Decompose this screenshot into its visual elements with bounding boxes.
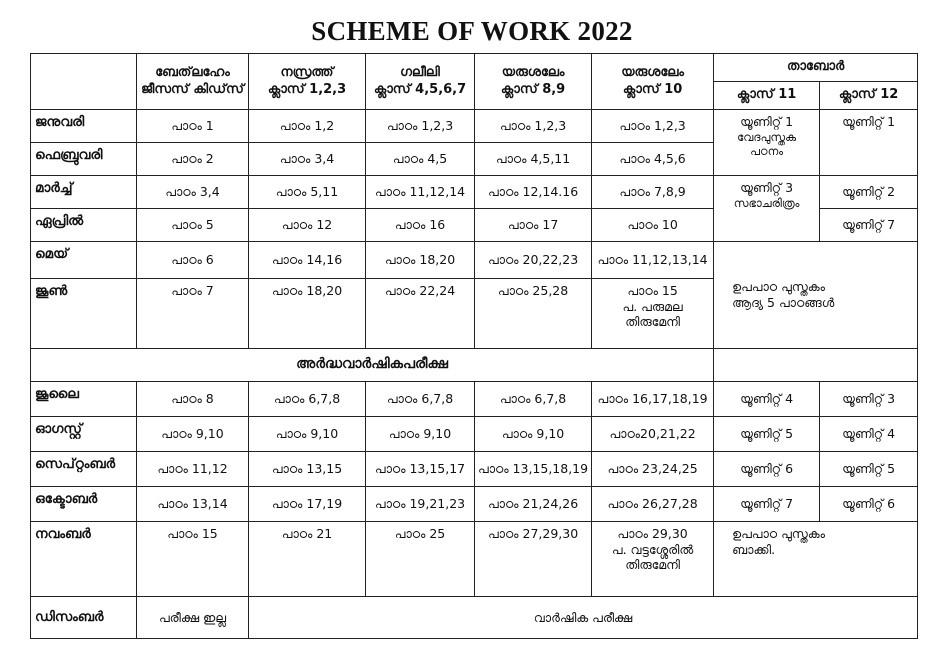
cell-may-jerusalem-8-9: പാഠം 20,22,23: [475, 242, 592, 279]
cell-jan-jerusalem-8-9: പാഠം 1,2,3: [475, 110, 592, 143]
cell-sep-jerusalem-8-9: പാഠം 13,15,18,19: [475, 452, 592, 487]
cell-oct-tabor-11: യൂണിറ്റ് 7: [714, 487, 820, 522]
cell-apr-nazareth: പാഠം 12: [249, 209, 366, 242]
cell-apr-tabor-12: യൂണിറ്റ് 7: [820, 209, 918, 242]
cell-apr-jerusalem-8-9: പാഠം 17: [475, 209, 592, 242]
cell-feb-bethlehem: പാഠം 2: [137, 143, 249, 176]
cell-nov-nazareth: പാഠം 21: [249, 522, 366, 597]
cell-aug-jerusalem-10: പാഠം20,21,22: [592, 417, 714, 452]
cell-sep-bethlehem: പാഠം 11,12: [137, 452, 249, 487]
cell-janfeb-tabor-11: യൂണിറ്റ് 1 വേദപുസ്തക പഠനം: [714, 110, 820, 176]
cell-mar-jerusalem-10: പാഠം 7,8,9: [592, 176, 714, 209]
cell-oct-nazareth: പാഠം 17,19: [249, 487, 366, 522]
cell-mar-bethlehem: പാഠം 3,4: [137, 176, 249, 209]
cell-sep-galilee: പാഠം 13,15,17: [366, 452, 475, 487]
scheme-table: [30, 53, 918, 639]
cell-jul-tabor-12: യൂണിറ്റ് 3: [820, 382, 918, 417]
month-february: ഫെബ്രുവരി: [31, 143, 137, 176]
header-galilee: ഗലീലി ക്ലാസ് 4,5,6,7: [366, 54, 475, 110]
cell-feb-galilee: പാഠം 4,5: [366, 143, 475, 176]
cell-jul-bethlehem: പാഠം 8: [137, 382, 249, 417]
cell-nov-jerusalem-10: പാഠം 29,30 പ. വട്ടശ്ശേരിൽ തിരുമേനി: [592, 522, 714, 597]
month-march: മാർച്ച്: [31, 176, 137, 209]
cell-nov-tabor: ഉപപാഠ പുസ്തകം ബാക്കി.: [714, 522, 918, 597]
page-title: SCHEME OF WORK 2022: [311, 16, 633, 46]
cell-apr-galilee: പാഠം 16: [366, 209, 475, 242]
cell-jun-nazareth: പാഠം 18,20: [249, 279, 366, 349]
month-april: ഏപ്രിൽ: [31, 209, 137, 242]
month-october: ഒക്ടോബർ: [31, 487, 137, 522]
cell-nov-galilee: പാഠം 25: [366, 522, 475, 597]
cell-feb-nazareth: പാഠം 3,4: [249, 143, 366, 176]
cell-mayjun-tabor: ഉപപാഠ പുസ്തകം ആദ്യ 5 പാഠങ്ങൾ: [714, 242, 918, 349]
cell-jul-nazareth: പാഠം 6,7,8: [249, 382, 366, 417]
header-tabor: താബോർ: [714, 54, 918, 82]
cell-jul-jerusalem-8-9: പാഠം 6,7,8: [475, 382, 592, 417]
cell-janfeb-tabor-12: യൂണിറ്റ് 1: [820, 110, 918, 176]
cell-feb-jerusalem-8-9: പാഠം 4,5,11: [475, 143, 592, 176]
cell-jul-tabor-11: യൂണിറ്റ് 4: [714, 382, 820, 417]
cell-feb-jerusalem-10: പാഠം 4,5,6: [592, 143, 714, 176]
month-may: മെയ്: [31, 242, 137, 279]
cell-jun-bethlehem: പാഠം 7: [137, 279, 249, 349]
cell-oct-galilee: പാഠം 19,21,23: [366, 487, 475, 522]
cell-may-galilee: പാഠം 18,20: [366, 242, 475, 279]
month-july: ജൂലൈ: [31, 382, 137, 417]
cell-may-bethlehem: പാഠം 6: [137, 242, 249, 279]
cell-may-nazareth: പാഠം 14,16: [249, 242, 366, 279]
cell-mar-jerusalem-8-9: പാഠം 12,14.16: [475, 176, 592, 209]
header-jerusalem-10: യരുശലേം ക്ലാസ് 10: [592, 54, 714, 110]
cell-dec-bethlehem: പരീക്ഷ ഇല്ല: [137, 597, 249, 639]
cell-mar-nazareth: പാഠം 5,11: [249, 176, 366, 209]
cell-aug-bethlehem: പാഠം 9,10: [137, 417, 249, 452]
header-nazareth: നസ്രത്ത് ക്ലാസ് 1,2,3: [249, 54, 366, 110]
cell-oct-bethlehem: പാഠം 13,14: [137, 487, 249, 522]
month-november: നവംബർ: [31, 522, 137, 597]
cell-apr-jerusalem-10: പാഠം 10: [592, 209, 714, 242]
month-september: സെപ്റ്റംബർ: [31, 452, 137, 487]
cell-aug-tabor-12: യൂണിറ്റ് 4: [820, 417, 918, 452]
cell-jan-nazareth: പാഠം 1,2: [249, 110, 366, 143]
cell-sep-jerusalem-10: പാഠം 23,24,25: [592, 452, 714, 487]
month-december: ഡിസംബർ: [31, 597, 137, 639]
cell-oct-jerusalem-10: പാഠം 26,27,28: [592, 487, 714, 522]
cell-jul-jerusalem-10: പാഠം 16,17,18,19: [592, 382, 714, 417]
annual-exam: വാർഷിക പരീക്ഷ: [249, 597, 918, 639]
cell-may-jerusalem-10: പാഠം 11,12,13,14: [592, 242, 714, 279]
cell-mar-tabor-12: യൂണിറ്റ് 2: [820, 176, 918, 209]
cell-oct-tabor-12: യൂണിറ്റ് 6: [820, 487, 918, 522]
header-jerusalem-8-9: യരുശലേം ക്ലാസ് 8,9: [475, 54, 592, 110]
cell-apr-bethlehem: പാഠം 5: [137, 209, 249, 242]
cell-sep-nazareth: പാഠം 13,15: [249, 452, 366, 487]
cell-mar-galilee: പാഠം 11,12,14: [366, 176, 475, 209]
header-tabor-class-12: ക്ലാസ് 12: [820, 82, 918, 110]
cell-jan-jerusalem-10: പാഠം 1,2,3: [592, 110, 714, 143]
cell-aug-tabor-11: യൂണിറ്റ് 5: [714, 417, 820, 452]
cell-jun-jerusalem-10: പാഠം 15 പ. പരുമല തിരുമേനി: [592, 279, 714, 349]
half-yearly-exam: അർദ്ധവാർഷികപരീക്ഷ: [31, 349, 714, 382]
cell-jan-galilee: പാഠം 1,2,3: [366, 110, 475, 143]
header-bethlehem: ബേത്‌ലഹേം ജീസസ് കിഡ്‌സ്: [137, 54, 249, 110]
cell-sep-tabor-11: യൂണിറ്റ് 6: [714, 452, 820, 487]
cell-nov-jerusalem-8-9: പാഠം 27,29,30: [475, 522, 592, 597]
cell-aug-jerusalem-8-9: പാഠം 9,10: [475, 417, 592, 452]
cell-marapr-tabor-11: യൂണിറ്റ് 3 സഭാചരിത്രം: [714, 176, 820, 242]
header-corner: [31, 54, 137, 110]
cell-nov-bethlehem: പാഠം 15: [137, 522, 249, 597]
month-june: ജൂൺ: [31, 279, 137, 349]
month-january: ജനുവരി: [31, 110, 137, 143]
cell-jun-jerusalem-8-9: പാഠം 25,28: [475, 279, 592, 349]
cell-jul-galilee: പാഠം 6,7,8: [366, 382, 475, 417]
half-yearly-tabor-empty: [714, 349, 918, 382]
cell-aug-galilee: പാഠം 9,10: [366, 417, 475, 452]
cell-jun-galilee: പാഠം 22,24: [366, 279, 475, 349]
cell-aug-nazareth: പാഠം 9,10: [249, 417, 366, 452]
cell-jan-bethlehem: പാഠം 1: [137, 110, 249, 143]
cell-oct-jerusalem-8-9: പാഠം 21,24,26: [475, 487, 592, 522]
header-tabor-class-11: ക്ലാസ് 11: [714, 82, 820, 110]
cell-sep-tabor-12: യൂണിറ്റ് 5: [820, 452, 918, 487]
month-august: ഓഗസ്റ്റ്: [31, 417, 137, 452]
